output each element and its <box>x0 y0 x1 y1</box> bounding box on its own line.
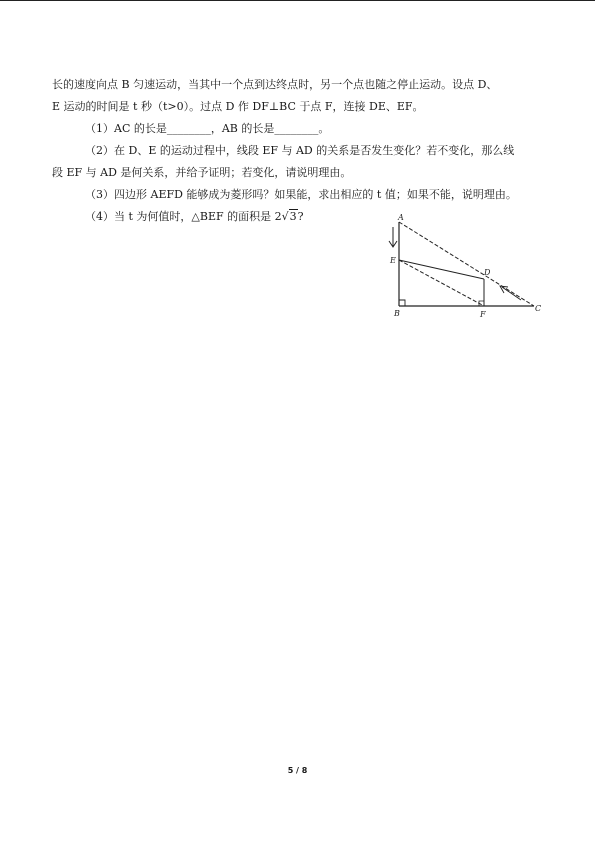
label-e: E <box>390 256 396 265</box>
top-rule <box>0 0 595 1</box>
question-2-line-2: 段 EF 与 AD 是何关系，并给予证明；若变化，请说明理由。 <box>52 166 352 179</box>
question-4-text: （4）当 t 为何值时，△BEF 的面积是 2 <box>85 210 282 223</box>
arrow-ca-shaft <box>502 287 521 300</box>
label-f: F <box>480 310 486 319</box>
problem-text <box>52 74 552 228</box>
question-4-end: ? <box>297 210 304 223</box>
side-ac <box>399 222 534 306</box>
question-2-line-1: （2）在 D、E 的运动过程中，线段 EF 与 AD 的关系是否发生变化？若不变化，那么线 <box>85 144 515 157</box>
geometry-figure <box>386 214 546 328</box>
segment-ed <box>399 260 484 279</box>
question-1: （1）AC 的长是________，AB 的长是________。 <box>85 122 330 135</box>
problem-line-2: E 运动的时间是 t 秒（t>0）。过点 D 作 DF⊥BC 于点 F，连接 DE、EF。 <box>52 100 424 113</box>
sqrt-radicand: 3 <box>289 210 297 223</box>
problem-line-1: 长的速度向点 B 匀速运动，当其中一个点到达终点时，另一个点也随之停止运动。设点 D、 <box>52 78 498 91</box>
triangle-diagram <box>386 214 546 324</box>
page-number: 5 / 8 <box>287 766 308 775</box>
label-a: A <box>398 214 404 222</box>
right-angle-b <box>399 300 405 306</box>
label-d: D <box>484 268 491 277</box>
question-3: （3）四边形 AEFD 能够成为菱形吗？如果能，求出相应的 t 值；如果不能，说明理由。 <box>85 188 517 201</box>
label-b: B <box>394 309 400 318</box>
label-c: C <box>535 304 542 313</box>
sqrt-symbol: √3 <box>281 210 297 223</box>
